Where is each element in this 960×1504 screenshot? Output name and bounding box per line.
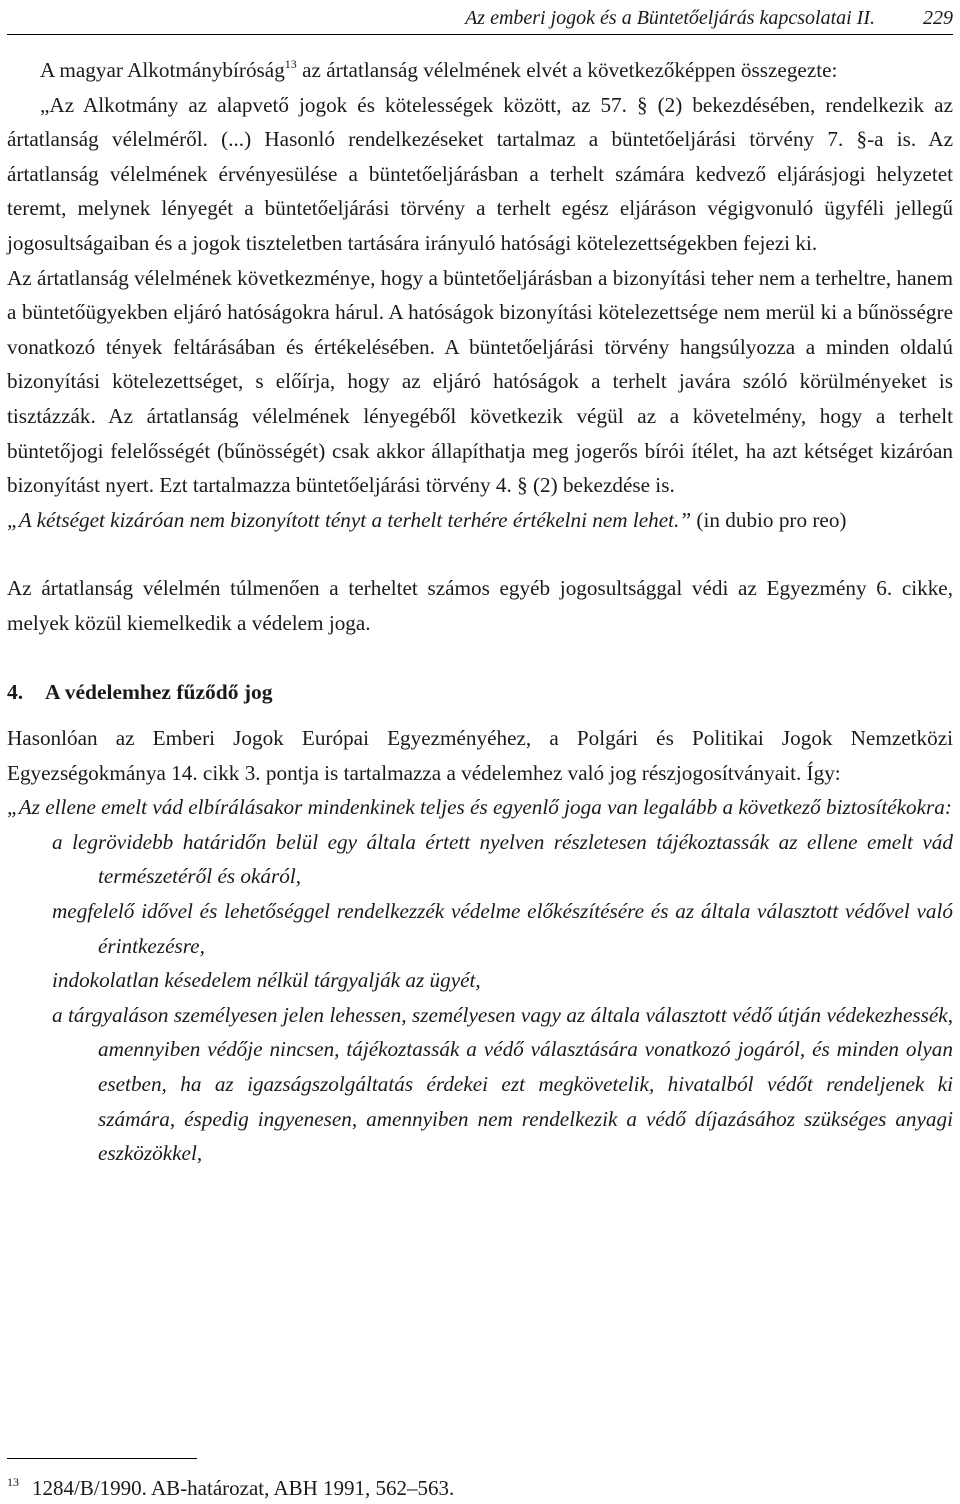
in-dubio-paragraph bbox=[7, 503, 953, 538]
list-item: a tárgyaláson személyesen jelen lehessen, személyesen vagy az általa választott védő útján védekezhessék, amennyiben védője nincsen, tájékoztassák a védő választására vonatkozó jogáról, és minden olyan esetben, ha az igazságszolgáltatás érdekei ezt megkövetelik, hivatalból védőt rendeljenek ki számára, éspedig ingyenesen, amennyiben nem rendelkezik a védő díjazásához szükséges anyagi eszközökkel, bbox=[52, 1002, 953, 1166]
spacer bbox=[7, 537, 953, 571]
footnote-text: 1284/B/1990. AB-határozat, ABH 1991, 562–563. bbox=[32, 1476, 455, 1500]
covenant-paragraph: Hasonlóan az Emberi Jogok Európai Egyezményéhez, a Polgári és Politikai Jogok Nemzetközi Egyezségokmánya 14. cikk 3. pontja is tartalmazza a védelemhez való jog részjogosítványait. Így: bbox=[7, 726, 953, 785]
intro-paragraph bbox=[7, 53, 953, 88]
spacer bbox=[7, 709, 953, 721]
covenant-quote-intro: „Az ellene emelt vád elbírálásakor mindenkinek teljes és egyenlő joga van legalább a következő biztosítékokra: bbox=[7, 795, 952, 820]
running-header bbox=[7, 2, 953, 35]
intro-text: A magyar Alkotmánybíróság bbox=[40, 58, 285, 82]
list-item: a legrövidebb határidőn belül egy általa értett nyelven részletesen tájékoztassák az ellene emelt vád természetéről és okáról, bbox=[52, 829, 953, 889]
quoted-decision-paragraph: „Az Alkotmány az alapvető jogok és kötelességek között, az 57. § (2) bekezdésében, rendelkezik az ártatlanság vélelméről. (...) Hasonló rendelkezéseket tartalmaz a büntetőeljárási törvény 7. §-a is. Az ártatlanság vélelmének érvényesülése a büntetőeljárásban a terhelt számára kedvező eljárásjogi helyzetet teremt, melynek lényegét a büntetőeljárási törvény a terhelt egész eljáráson végigvonuló ügyféli jellegű jogosultságaiban és a jogok tiszteletben tartására irányuló hatósági kötelezettségekben fejezi ki. bbox=[7, 92, 953, 255]
section-number: 4. bbox=[7, 679, 24, 704]
running-header-title: Az emberi jogok és a Büntetőeljárás kapcsolatai II. bbox=[465, 7, 875, 29]
consequence-paragraph: Az ártatlanság vélelmének következménye, hogy a büntetőeljárásban a bizonyítási teher nem a terheltre, hanem a büntetőügyekben eljáró hatóságokra hárul. A hatóságok bizonyítási kötelezettsége nem merül ki a bűnösségre vonatkozó tények feltárásában és értékelésében. A büntetőeljárási törvény hangsúlyozza a minden oldalú bizonyítási kötelezettséget, s előírja, hogy az eljáró hatóságok a terhelt javára szóló körülményeket is tisztázzák. Az ártatlanság vélelmének lényegéből következik végül az a követelmény, hogy a terhelt büntetőjogi felelősségét (bűnösségét) csak akkor állapíthatja meg jogerős bírói ítélet, ha azt kétséget kizáróan bizonyítást nyert. Ezt tartalmazza büntetőeljárási törvény 4. § (2) bekezdése is. bbox=[7, 265, 953, 498]
section-title: A védelemhez fűződő jog bbox=[45, 679, 273, 704]
intro-text-cont: az ártatlanság vélelmének elvét a következőképpen összegezte: bbox=[296, 58, 838, 82]
footnote bbox=[7, 1474, 953, 1502]
footnote-ref: 13 bbox=[284, 57, 297, 71]
section-heading bbox=[7, 675, 953, 710]
list-item: megfelelő idővel és lehetőséggel rendelkezzék védelme előkészítésére és az általa választott védővel való érintkezésre, bbox=[52, 899, 953, 958]
footnote-separator bbox=[7, 1458, 197, 1459]
in-dubio-latin: (in dubio pro reo) bbox=[691, 507, 847, 532]
guarantees-list bbox=[7, 825, 953, 1171]
footnote-number: 13 bbox=[7, 1475, 19, 1489]
page-body bbox=[7, 53, 953, 1171]
spacer bbox=[7, 641, 953, 675]
convention-paragraph: Az ártatlanság vélelmén túlmenően a terheltet számos egyéb jogosultsággal védi az Egyezmény 6. cikke, melyek közül kiemelkedik a védelem joga. bbox=[7, 576, 953, 635]
page-number: 229 bbox=[923, 7, 953, 29]
in-dubio-quote: „A kétséget kizáróan nem bizonyított tényt a terhelt terhére értékelni nem lehet.” bbox=[7, 507, 692, 532]
list-item: indokolatlan késedelem nélkül tárgyalják az ügyét, bbox=[52, 968, 481, 993]
